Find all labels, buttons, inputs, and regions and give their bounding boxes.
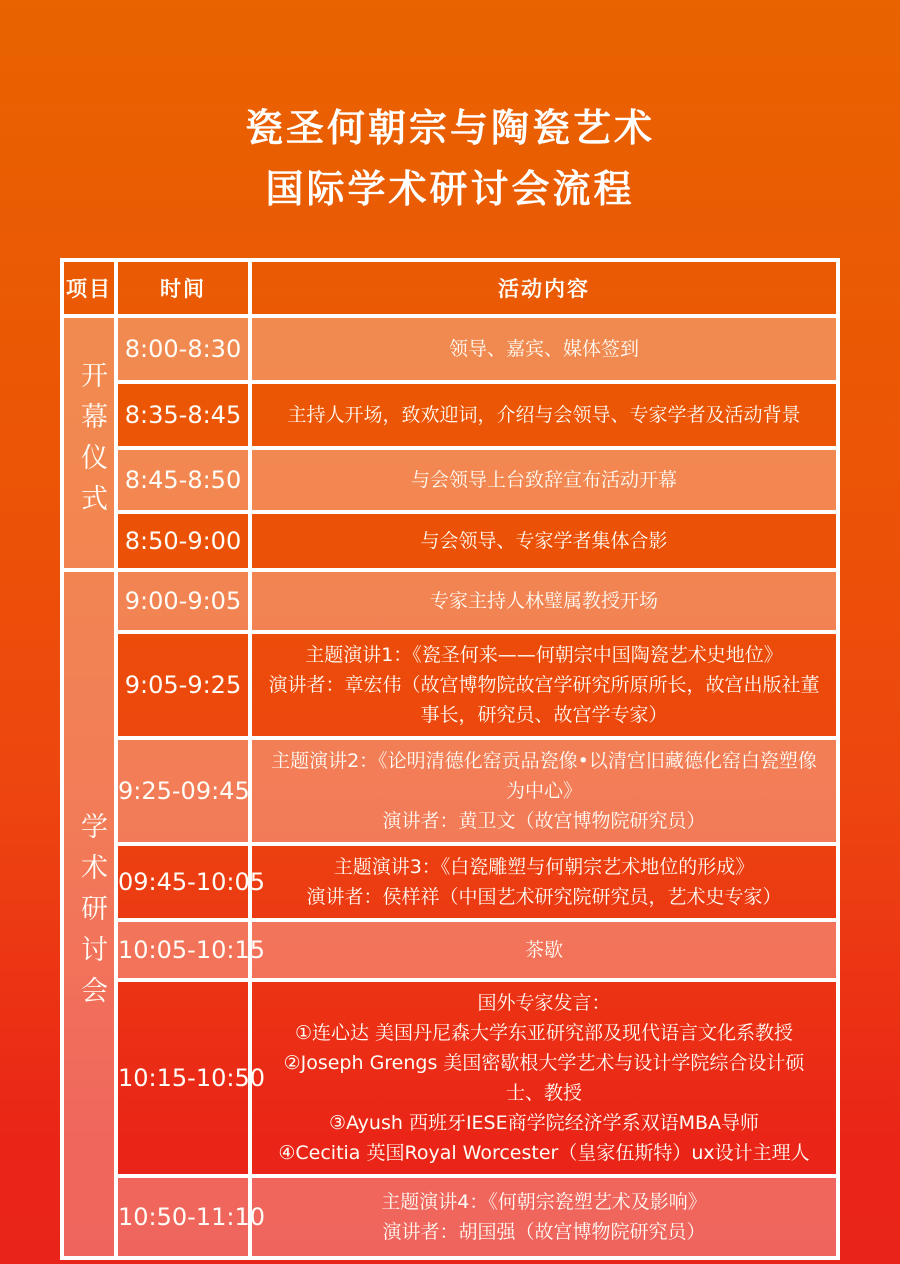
poster-title-line2: 国际学术研讨会流程 [265,167,635,211]
activity-line: 与会领导上台致辞宣布活动开幕 [410,469,677,491]
group-label: 开幕仪式 [76,361,107,525]
schedule-row [62,512,838,570]
activity-line: ①连心达 美国丹尼森大学东亚研究部及现代语言文化系教授 [294,1022,794,1044]
activity-line: 演讲者：侯样祥（中国艺术研究院研究员，艺术史专家） [306,886,782,908]
header-content: 活动内容 [250,260,838,316]
time-cell: 10:15-10:50 [116,980,250,1176]
activity-line: 演讲者：黄卫文（故宫博物院研究员） [382,810,706,832]
activity-cell [250,512,838,570]
schedule-row [62,980,838,1176]
time-cell: 8:50-9:00 [116,512,250,570]
group-label: 学术研讨会 [76,811,107,1017]
poster-title [0,98,900,220]
activity-line: 主题演讲4：《何朝宗瓷塑艺术及影响》 [381,1191,707,1213]
group-cell-academic-symposium [62,570,116,1258]
schedule-row [62,738,838,844]
activity-line: 茶歇 [524,939,563,961]
time-cell: 8:35-8:45 [116,382,250,448]
activity-line: ④Cecitia 英国Royal Worcester（皇家伍斯特）ux设计主理人 [278,1142,810,1164]
activity-cell [250,980,838,1176]
schedule-table [60,258,840,1260]
time-cell: 9:00-9:05 [116,570,250,632]
activity-line: 主题演讲1：《瓷圣何来——何朝宗中国陶瓷艺术史地位》 [305,644,783,666]
schedule-table-wrapper [60,258,840,1260]
poster-title-line1: 瓷圣何朝宗与陶瓷艺术 [244,106,655,150]
activity-line: ③Ayush 西班牙IESE商学院经济学系双语MBA导师 [328,1112,760,1134]
schedule-row [62,316,838,382]
time-cell: 9:05-9:25 [116,632,250,738]
activity-line: 演讲者：章宏伟（故宫博物院故宫学研究所原所长，故宫出版社董事长，研究员、故宫学专家） [268,674,820,726]
header-time: 时间 [116,260,250,316]
activity-cell [250,1176,838,1258]
group-cell-opening-ceremony [62,316,116,570]
schedule-row [62,570,838,632]
time-cell: 8:00-8:30 [116,316,250,382]
schedule-row [62,382,838,448]
header-item: 项目 [62,260,116,316]
time-cell: 9:25-09:45 [116,738,250,844]
table-header-row [62,260,838,316]
activity-cell [250,316,838,382]
schedule-row [62,632,838,738]
activity-line: ②Joseph Grengs 美国密歇根大学艺术与设计学院综合设计硕士、教授 [283,1052,805,1104]
activity-cell [250,632,838,738]
activity-cell [250,920,838,980]
activity-cell [250,844,838,920]
activity-cell [250,382,838,448]
time-cell: 10:05-10:15 [116,920,250,980]
time-cell: 09:45-10:05 [116,844,250,920]
schedule-row [62,844,838,920]
activity-line: 主题演讲2：《论明清德化窑贡品瓷像•以清宫旧藏德化窑白瓷塑像为中心》 [271,750,817,802]
activity-line: 演讲者：胡国强（故宫博物院研究员） [382,1221,706,1243]
activity-line: 主题演讲3：《白瓷雕塑与何朝宗艺术地位的形成》 [333,856,755,878]
activity-cell [250,738,838,844]
activity-cell [250,448,838,512]
activity-line: 专家主持人林璧属教授开场 [429,590,658,612]
schedule-row [62,920,838,980]
schedule-row [62,448,838,512]
activity-line: 与会领导、专家学者集体合影 [420,530,668,552]
time-cell: 8:45-8:50 [116,448,250,512]
schedule-row [62,1176,838,1258]
time-cell: 10:50-11:10 [116,1176,250,1258]
activity-line: 主持人开场，致欢迎词，介绍与会领导、专家学者及活动背景 [287,404,801,426]
activity-line: 领导、嘉宾、媒体签到 [448,338,639,360]
activity-line: 国外专家发言： [477,992,611,1014]
activity-cell [250,570,838,632]
